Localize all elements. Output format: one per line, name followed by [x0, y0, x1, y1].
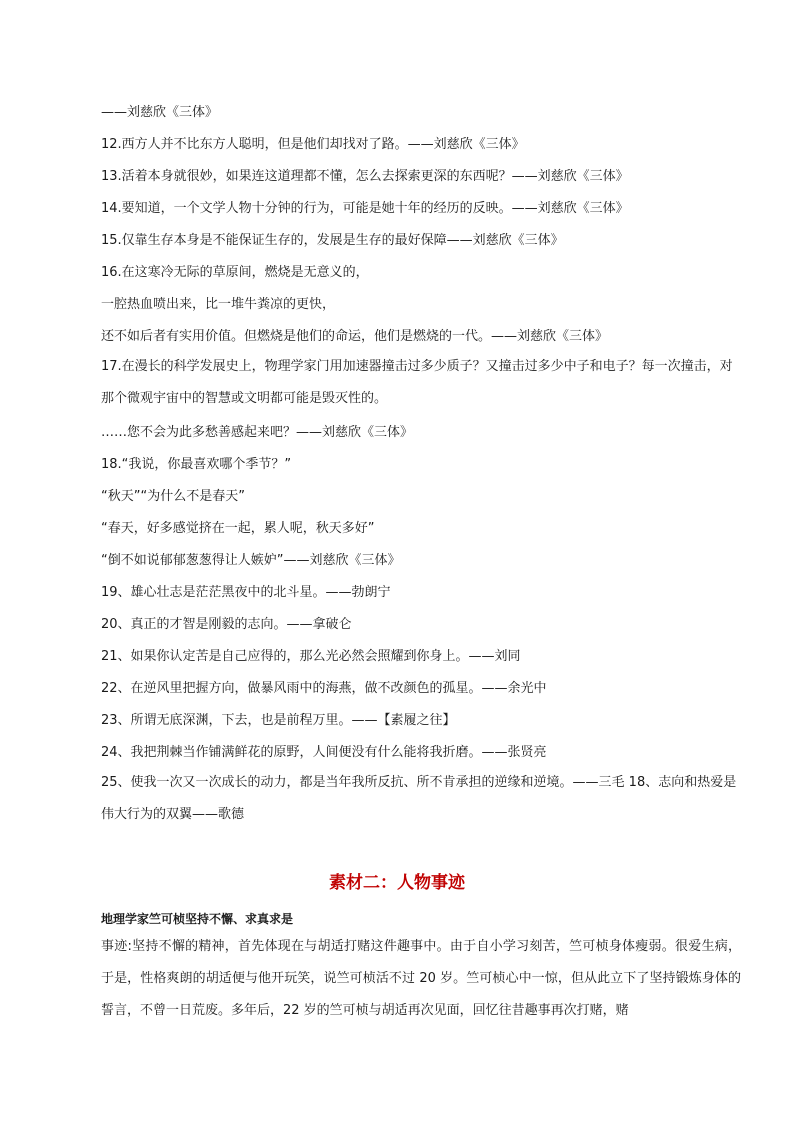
- quote-line: 还不如后者有实用价值。但燃烧是他们的命运，他们是燃烧的一代。——刘慈欣《三体》: [101, 329, 609, 344]
- quote-line: 一腔热血喷出来，比一堆牛粪凉的更快，: [101, 297, 336, 312]
- quote-line: “秋天”“为什么不是春天”: [101, 489, 245, 504]
- quote-line: “倒不如说郁郁葱葱得让人嫉妒”——刘慈欣《三体》: [101, 553, 401, 568]
- quote-line: 15.仅靠生存本身是不能保证生存的，发展是生存的最好保障——刘慈欣《三体》: [101, 233, 564, 248]
- quote-paragraph: 17.在漫长的科学发展史上，物理学家门用加速器撞击过多少质子？又撞击过多少中子和电子？每一次撞击，对那个微观宇宙中的智慧或文明都可能是毁灭性的。: [101, 359, 733, 406]
- quote-line: 22、在逆风里把握方向，做暴风雨中的海燕，做不改颜色的孤星。——余光中: [101, 681, 547, 696]
- section-subhead: 地理学家竺可桢坚持不懈、求真求是: [101, 912, 294, 926]
- quote-line: 21、如果你认定苦是自己应得的，那么光必然会照耀到你身上。——刘同: [101, 649, 521, 664]
- quote-line: 13.活着本身就很妙，如果连这道理都不懂，怎么去探索更深的东西呢？——刘慈欣《三体》: [101, 169, 629, 184]
- quote-line: 23、所谓无底深渊，下去，也是前程万里。——【素履之往】: [101, 713, 456, 728]
- body-paragraph: 事迹:坚持不懈的精神，首先体现在与胡适打赌这件趣事中。由于自小学习刻苦，竺可桢身体瘦弱。很爱生病，于是，性格爽朗的胡适便与他开玩笑，说竺可桢活不过 20 岁。竺可桢心中一惊，但从此立下了坚持锻炼身体的誓言，不曾一日荒废。多年后，22 岁的竺可桢与胡适再次见面，回忆往昔趣事再次打赌，赌: [101, 939, 741, 1018]
- quote-line: 20、真正的才智是刚毅的志向。——拿破仑: [101, 617, 352, 632]
- quote-line: 24、我把荆棘当作铺满鲜花的原野，人间便没有什么能将我折磨。——张贤亮: [101, 745, 547, 760]
- quote-paragraph: 25、使我一次又一次成长的动力，都是当年我所反抗、所不肯承担的逆缘和逆境。——三毛 18、志向和热爱是伟大行为的双翼——歌德: [101, 775, 737, 822]
- quote-line: 14.要知道，一个文学人物十分钟的行为，可能是她十年的经历的反映。——刘慈欣《三体》: [101, 201, 629, 216]
- quote-line: “春天，好多感觉挤在一起，累人呢，秋天多好”: [101, 521, 375, 536]
- quote-line: ……您不会为此多愁善感起来吧？——刘慈欣《三体》: [101, 425, 414, 440]
- quote-line: 12.西方人并不比东方人聪明，但是他们却找对了路。——刘慈欣《三体》: [101, 137, 525, 152]
- section-title: 素材二：人物事迹: [329, 873, 465, 893]
- quote-line: 19、雄心壮志是茫茫黑夜中的北斗星。——勃朗宁: [101, 585, 391, 600]
- quote-line: 16.在这寒冷无际的草原间，燃烧是无意义的，: [101, 265, 369, 280]
- quote-line: 18.“我说，你最喜欢哪个季节？”: [101, 457, 292, 472]
- quote-line: ——刘慈欣《三体》: [101, 105, 219, 120]
